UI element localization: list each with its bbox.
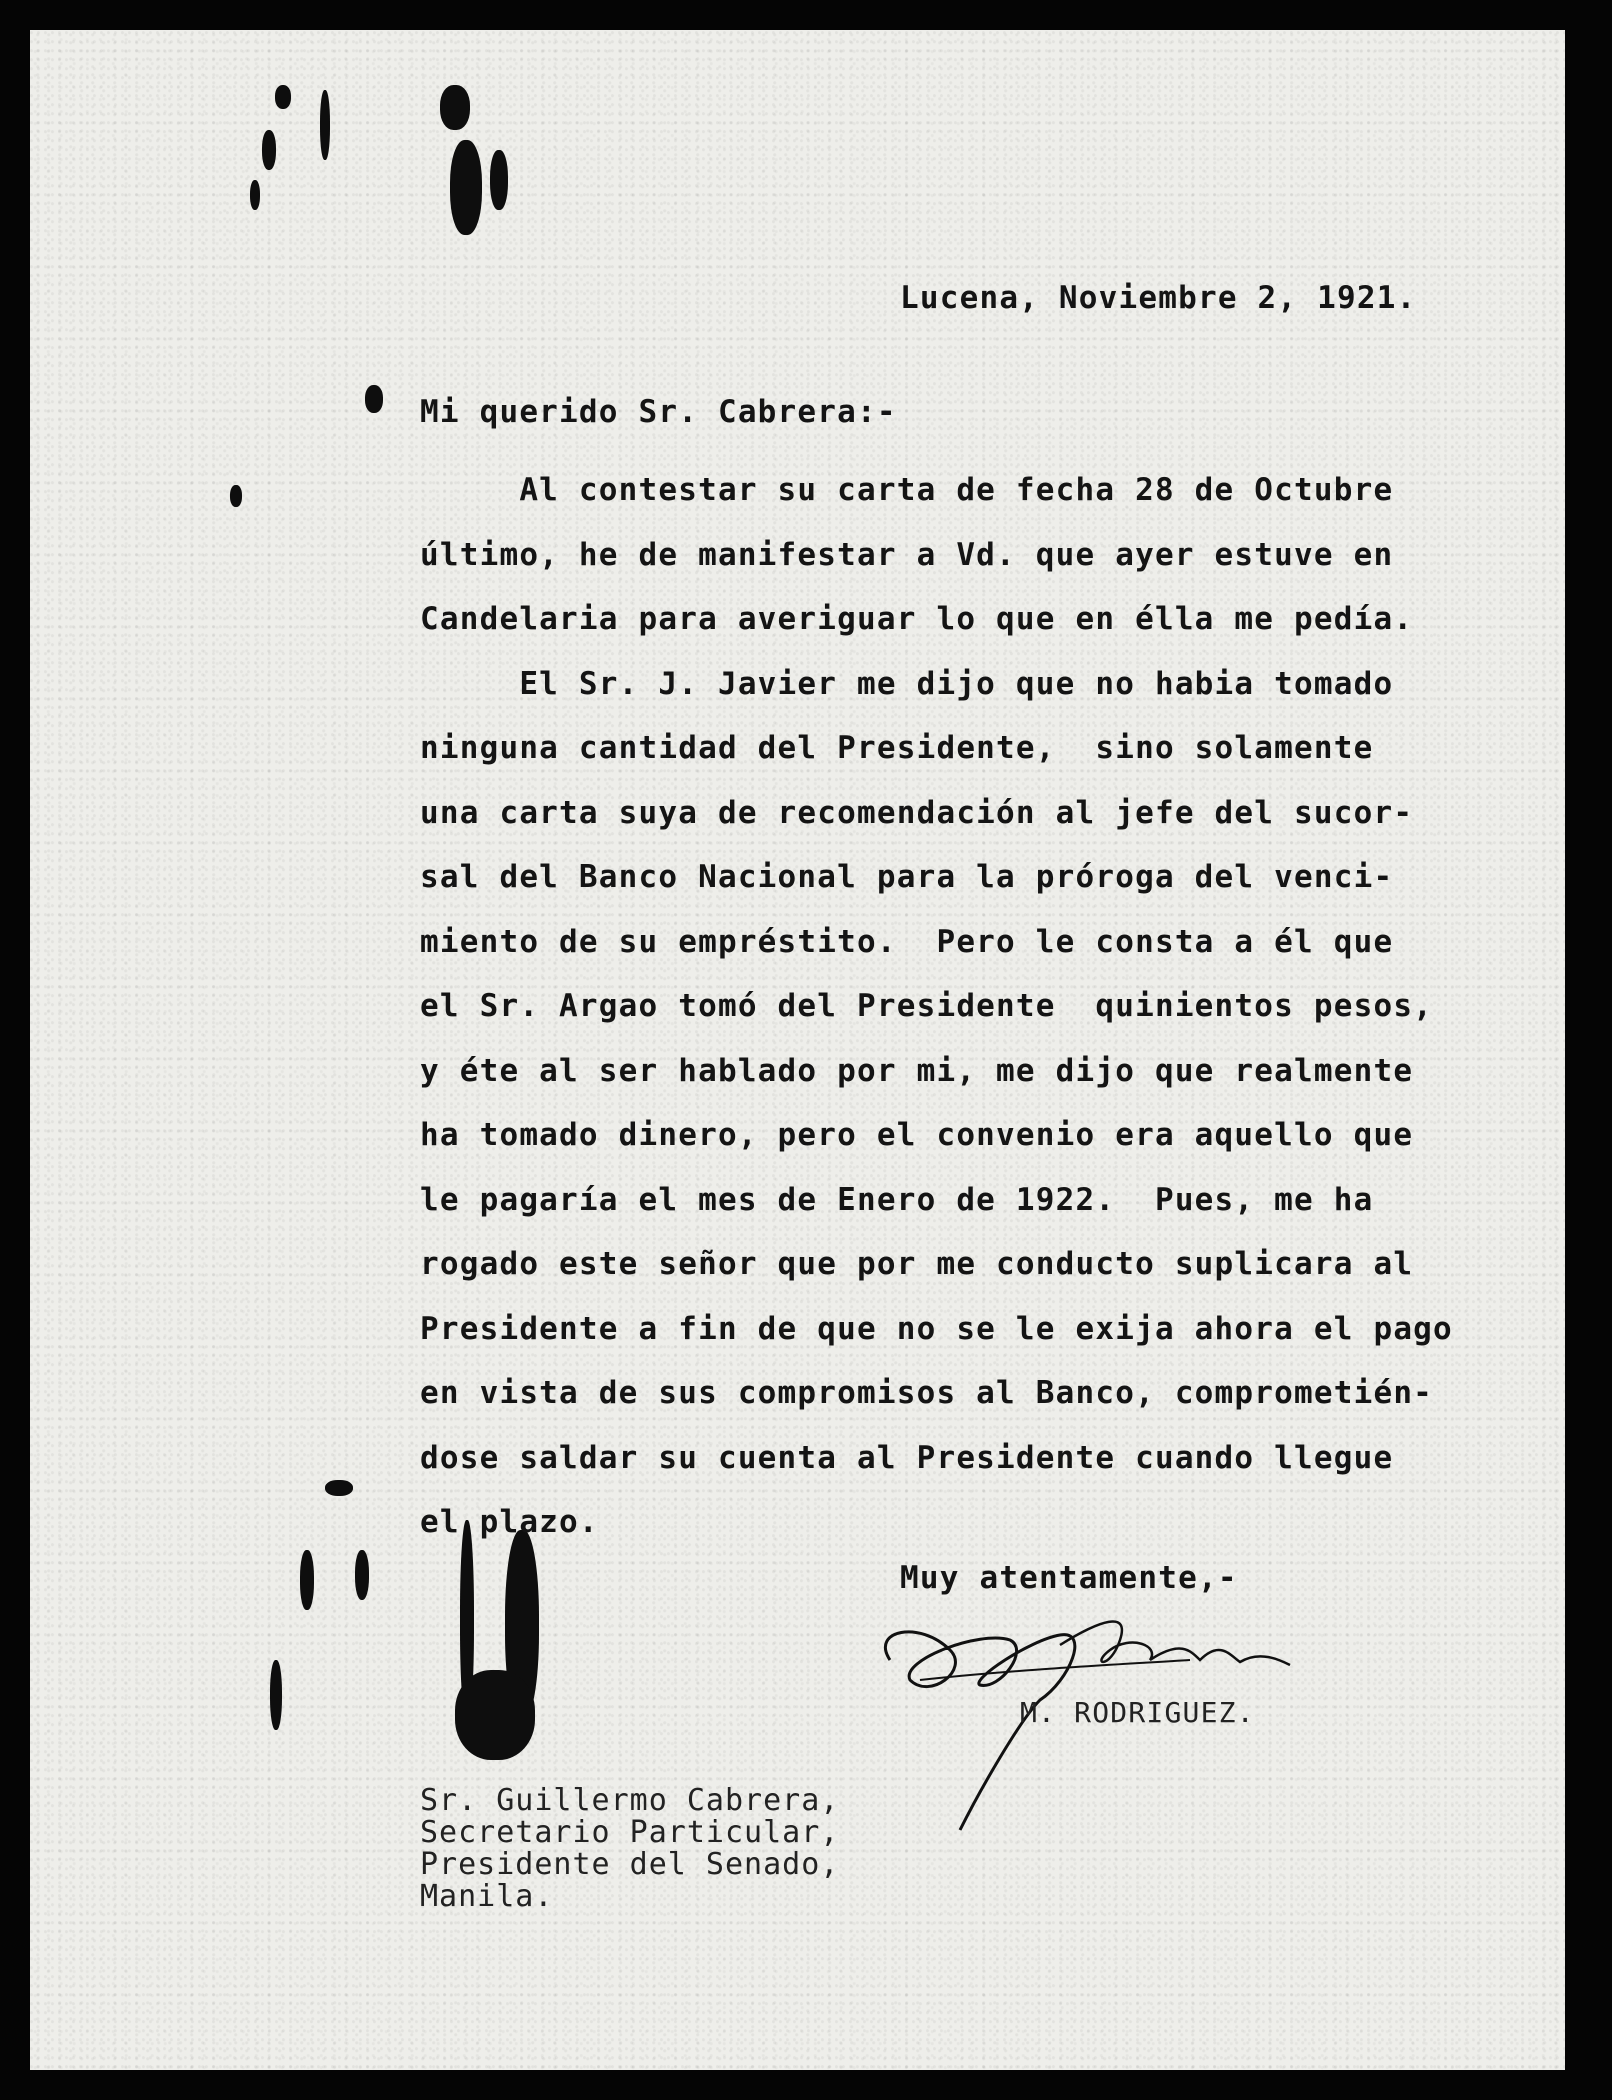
body-line: una carta suya de recomendación al jefe del sucor- <box>420 794 1414 831</box>
letter-greeting: Mi querido Sr. Cabrera:- <box>420 394 897 430</box>
ink-mark <box>450 140 482 235</box>
address-line: Manila. <box>420 1879 554 1914</box>
body-line: Al contestar su carta de fecha 28 de Octubre <box>420 472 1394 508</box>
ink-mark <box>455 1670 535 1760</box>
ink-mark <box>230 485 242 507</box>
body-line: ha tomado dinero, pero el convenio era aquello que <box>420 1117 1414 1153</box>
body-line: El Sr. J. Javier me dijo que no habia tomado <box>420 665 1394 702</box>
body-line: en vista de sus compromisos al Banco, comprometién- <box>420 1375 1434 1411</box>
ink-mark <box>262 130 276 170</box>
letter-closing: Muy atentamente,- <box>900 1560 1238 1596</box>
ink-mark <box>325 1480 353 1496</box>
body-line: el Sr. Argao tomó del Presidente quinientos pesos, <box>420 988 1434 1024</box>
signer-name: M. RODRIGUEZ. <box>1020 1696 1255 1729</box>
body-line: dose saldar su cuenta al Presidente cuando llegue <box>420 1439 1394 1476</box>
ink-mark <box>490 150 508 210</box>
address-line: Presidente del Senado, <box>420 1847 840 1882</box>
body-line: y éte al ser hablado por mi, me dijo que realmente <box>420 1052 1414 1089</box>
letter-body <box>420 458 1453 1555</box>
body-line: le pagaría el mes de Enero de 1922. Pues, me ha <box>420 1181 1374 1218</box>
body-line: ninguna cantidad del Presidente, sino solamente <box>420 730 1374 766</box>
body-line: sal del Banco Nacional para la próroga del venci- <box>420 859 1394 895</box>
letter-date: Lucena, Noviembre 2, 1921. <box>900 280 1417 316</box>
body-line: Presidente a fin de que no se le exija ahora el pago <box>420 1310 1453 1347</box>
address-line: Sr. Guillermo Cabrera, <box>420 1783 840 1818</box>
body-line: rogado este señor que por me conducto suplicara al <box>420 1246 1414 1282</box>
ink-mark <box>320 90 330 160</box>
address-line: Secretario Particular, <box>420 1815 840 1850</box>
ink-mark <box>440 85 470 130</box>
ink-mark <box>250 180 260 210</box>
body-line: miento de su empréstito. Pero le consta a él que <box>420 923 1394 960</box>
ink-mark <box>270 1660 282 1730</box>
letter-page <box>30 30 1565 2070</box>
body-line: el plazo. <box>420 1504 599 1540</box>
body-line: último, he de manifestar a Vd. que ayer estuve en <box>420 536 1394 573</box>
ink-mark <box>355 1550 369 1600</box>
ink-mark <box>275 85 291 109</box>
ink-mark <box>300 1550 314 1610</box>
recipient-address <box>420 1785 839 1913</box>
body-line: Candelaria para averiguar lo que en élla me pedía. <box>420 601 1414 637</box>
ink-mark <box>365 385 383 413</box>
